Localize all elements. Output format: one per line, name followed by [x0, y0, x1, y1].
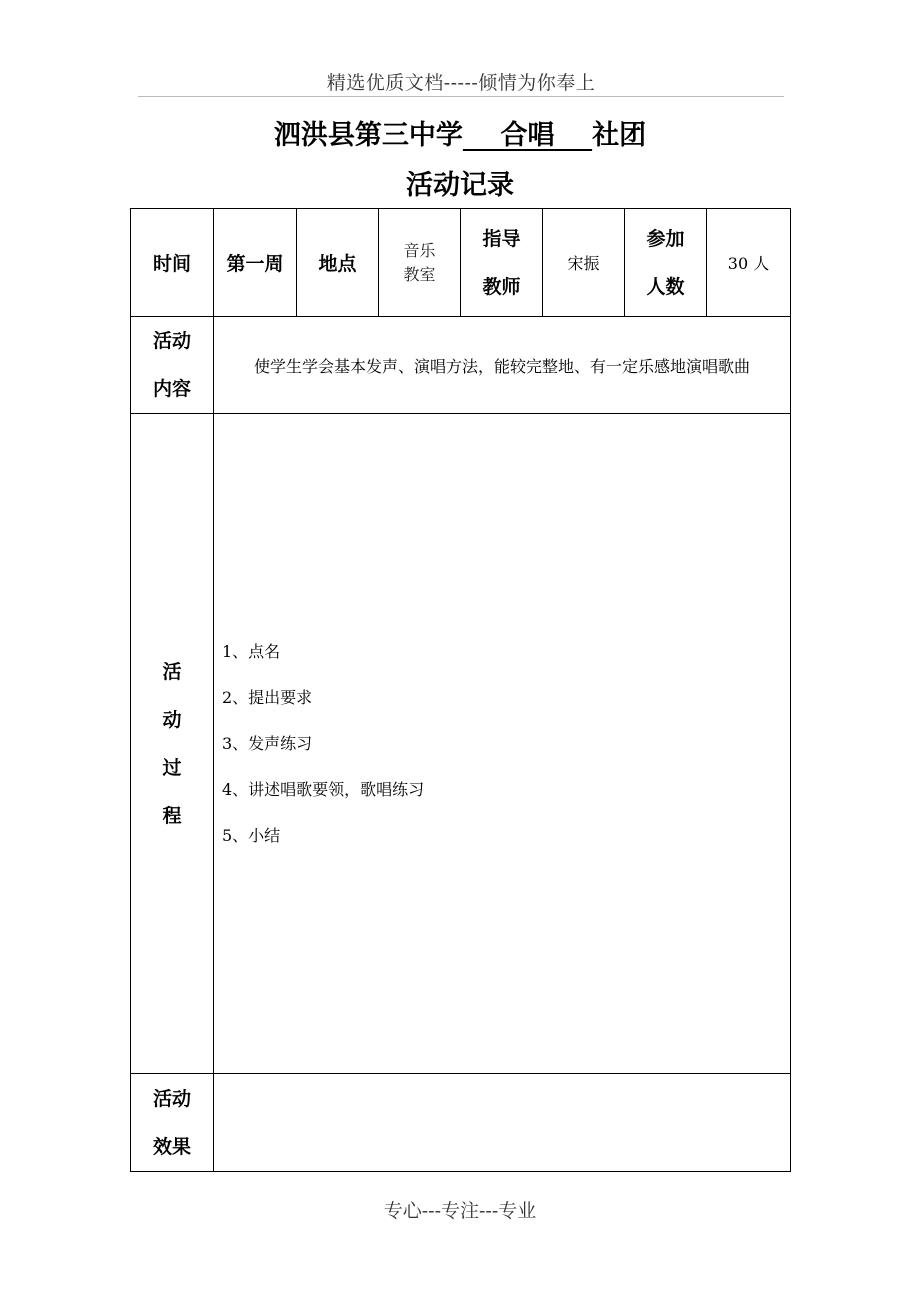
process-label-char: 动	[162, 708, 182, 731]
title-club-blank	[463, 116, 592, 156]
process-label-char: 程	[162, 804, 182, 827]
process-item: 1、点名	[222, 641, 281, 661]
process-list-cell	[214, 414, 791, 1074]
process-item: 4、讲述唱歌要领，歌唱练习	[222, 779, 425, 799]
process-label	[131, 414, 214, 1074]
activity-record-table	[130, 208, 791, 1172]
place-value-line2: 教室	[403, 264, 436, 284]
title-suffix: 社团	[592, 120, 647, 151]
effect-row	[131, 1074, 791, 1172]
process-item: 2、提出要求	[222, 687, 313, 707]
effect-label-line1: 活动	[152, 1087, 191, 1110]
process-label-char: 过	[162, 756, 182, 779]
document-subtitle: 活动记录	[406, 170, 514, 201]
content-label	[131, 317, 214, 414]
page-header: 精选优质文档-----倾情为你奉上	[326, 72, 596, 94]
content-label-line1: 活动	[152, 330, 191, 352]
place-value	[379, 209, 461, 317]
effect-label	[131, 1074, 214, 1172]
effect-label-line2: 效果	[152, 1135, 191, 1158]
effect-text-cell	[214, 1074, 791, 1172]
process-item: 3、发声练习	[222, 733, 313, 753]
page-footer: 专心---专注---专业	[383, 1200, 537, 1222]
info-row	[131, 209, 791, 317]
teacher-label-line1: 指导	[482, 227, 521, 250]
title-school: 泗洪县第三中学	[273, 120, 463, 151]
teacher-label-line2: 教师	[482, 275, 521, 298]
content-text-cell	[214, 317, 791, 414]
place-value-line1: 音乐	[403, 240, 436, 260]
count-label-line1: 参加	[646, 227, 685, 250]
teacher-value: 宋振	[543, 209, 625, 317]
teacher-label	[461, 209, 543, 317]
content-text: 使学生学会基本发声、演唱方法，能较完整地、有一定乐感地演唱歌曲	[254, 356, 751, 376]
process-row	[131, 414, 791, 1074]
content-label-line2: 内容	[152, 378, 191, 400]
title-club-name: 合唱	[500, 120, 555, 151]
process-label-char: 活	[162, 660, 182, 683]
time-value: 第一周	[214, 209, 297, 317]
place-label: 地点	[297, 209, 379, 317]
count-label-line2: 人数	[646, 275, 685, 298]
document-title	[0, 116, 920, 156]
header-divider	[138, 96, 784, 97]
count-value: 30 人	[707, 209, 791, 317]
count-label	[625, 209, 707, 317]
content-row	[131, 317, 791, 414]
process-item: 5、小结	[222, 825, 281, 845]
process-list	[222, 629, 782, 859]
time-label: 时间	[131, 209, 214, 317]
